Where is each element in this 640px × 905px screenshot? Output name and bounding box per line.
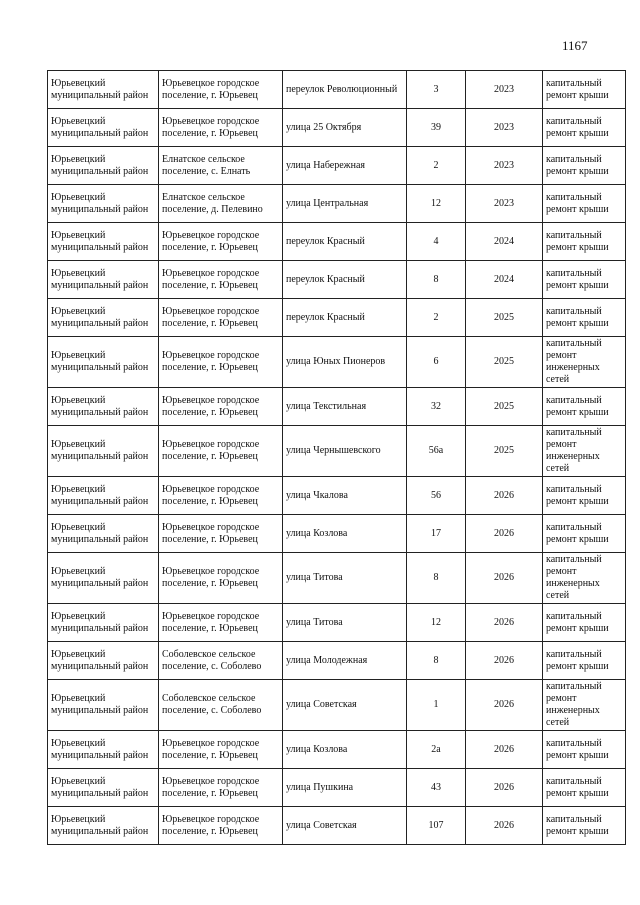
- house-number-cell: [407, 337, 466, 388]
- year-cell: [466, 426, 543, 477]
- settlement-cell: [159, 185, 283, 223]
- settlement-cell: [159, 642, 283, 680]
- table-row: [48, 71, 626, 109]
- year-cell: [466, 147, 543, 185]
- street-cell-text: улица 25 Октября: [286, 121, 362, 133]
- settlement-cell-text: Юрьевецкое городское поселение, г. Юрьевец: [162, 566, 260, 589]
- street-cell-text: переулок Красный: [286, 311, 365, 323]
- year-cell: [466, 388, 543, 426]
- house-number-cell-text: 2: [433, 159, 439, 171]
- street-cell-text: переулок Революционный: [286, 83, 398, 95]
- house-number-cell: [407, 604, 466, 642]
- year-cell: [466, 261, 543, 299]
- street-cell-text: улица Текстильная: [286, 400, 367, 412]
- district-cell-text: Юрьевецкий муниципальный район: [51, 267, 149, 291]
- house-number-cell: [407, 642, 466, 680]
- district-cell-text: Юрьевецкий муниципальный район: [51, 439, 149, 462]
- settlement-cell-text: Юрьевецкое городское поселение, г. Юрьевец: [162, 737, 260, 761]
- settlement-cell-text: Юрьевецкое городское поселение, г. Юрьевец: [162, 610, 260, 634]
- work-type-cell: [543, 71, 626, 109]
- house-number-cell: [407, 299, 466, 337]
- work-type-cell: [543, 604, 626, 642]
- district-cell: [48, 426, 159, 477]
- settlement-cell-text: Соболевское сельское поселение, с. Соболево: [162, 693, 262, 716]
- district-cell-text: Юрьевецкий муниципальный район: [51, 115, 149, 139]
- year-cell-text: 2025: [494, 445, 514, 456]
- street-cell-text: улица Чкалова: [286, 489, 348, 501]
- house-number-cell: [407, 731, 466, 769]
- work-type-cell-text: капитальный ремонт крыши: [546, 229, 609, 253]
- work-type-cell-text: капитальный ремонт крыши: [546, 115, 609, 139]
- year-cell-text: 2025: [494, 311, 514, 323]
- street-cell: [283, 553, 407, 604]
- district-cell: [48, 642, 159, 680]
- year-cell-text: 2023: [494, 197, 514, 209]
- table-row: [48, 337, 626, 388]
- work-type-cell: [543, 337, 626, 388]
- district-cell-text: Юрьевецкий муниципальный район: [51, 566, 149, 589]
- district-cell-text: Юрьевецкий муниципальный район: [51, 394, 149, 418]
- district-cell-text: Юрьевецкий муниципальный район: [51, 77, 149, 101]
- year-cell-text: 2024: [494, 273, 514, 285]
- page-number: 1167: [562, 38, 588, 53]
- work-type-cell-text: капитальный ремонт инженерных сетей: [546, 554, 602, 601]
- district-cell: [48, 185, 159, 223]
- settlement-cell-text: Юрьевецкое городское поселение, г. Юрьевец: [162, 813, 260, 837]
- district-cell: [48, 388, 159, 426]
- work-type-cell: [543, 388, 626, 426]
- table-row: [48, 642, 626, 680]
- year-cell: [466, 807, 543, 845]
- table-row: [48, 223, 626, 261]
- house-number-cell: [407, 477, 466, 515]
- work-type-cell-text: капитальный ремонт крыши: [546, 648, 609, 672]
- settlement-cell-text: Юрьевецкое городское поселение, г. Юрьевец: [162, 483, 260, 507]
- street-cell: [283, 769, 407, 807]
- house-number-cell-text: 43: [431, 781, 441, 793]
- work-type-cell: [543, 680, 626, 731]
- year-cell: [466, 477, 543, 515]
- district-cell-text: Юрьевецкий муниципальный район: [51, 610, 149, 634]
- house-number-cell-text: 3: [433, 83, 439, 95]
- street-cell: [283, 223, 407, 261]
- table-row: [48, 731, 626, 769]
- district-cell-text: Юрьевецкий муниципальный район: [51, 483, 149, 507]
- year-cell: [466, 299, 543, 337]
- house-number-cell: [407, 147, 466, 185]
- year-cell: [466, 109, 543, 147]
- work-type-cell-text: капитальный ремонт крыши: [546, 737, 609, 761]
- house-number-cell-text: 1: [433, 699, 439, 710]
- year-cell-text: 2026: [494, 819, 514, 831]
- table-row: [48, 261, 626, 299]
- district-cell: [48, 223, 159, 261]
- district-cell-text: Юрьевецкий муниципальный район: [51, 350, 149, 373]
- settlement-cell-text: Юрьевецкое городское поселение, г. Юрьевец: [162, 394, 260, 418]
- district-cell-text: Юрьевецкий муниципальный район: [51, 775, 149, 799]
- street-cell-text: переулок Красный: [286, 273, 365, 285]
- work-type-cell: [543, 553, 626, 604]
- settlement-cell-text: Юрьевецкое городское поселение, г. Юрьевец: [162, 229, 260, 253]
- year-cell: [466, 223, 543, 261]
- year-cell-text: 2026: [494, 489, 514, 501]
- table-row: [48, 147, 626, 185]
- house-number-cell-text: 6: [433, 356, 439, 367]
- work-type-cell-text: капитальный ремонт инженерных сетей: [546, 427, 602, 474]
- street-cell: [283, 426, 407, 477]
- settlement-cell-text: Юрьевецкое городское поселение, г. Юрьевец: [162, 267, 260, 291]
- house-number-cell-text: 12: [431, 197, 441, 209]
- district-cell-text: Юрьевецкий муниципальный район: [51, 229, 149, 253]
- settlement-cell: [159, 426, 283, 477]
- table-row: [48, 477, 626, 515]
- work-type-cell-text: капитальный ремонт инженерных сетей: [546, 681, 602, 728]
- street-cell: [283, 147, 407, 185]
- district-cell: [48, 680, 159, 731]
- work-type-cell: [543, 147, 626, 185]
- settlement-cell: [159, 553, 283, 604]
- house-number-cell-text: 32: [431, 400, 441, 412]
- settlement-cell: [159, 680, 283, 731]
- house-number-cell: [407, 71, 466, 109]
- year-cell-text: 2026: [494, 527, 514, 539]
- work-type-cell-text: капитальный ремонт крыши: [546, 267, 609, 291]
- house-number-cell: [407, 185, 466, 223]
- street-cell-text: улица Юных Пионеров: [286, 356, 386, 367]
- house-number-cell-text: 39: [431, 121, 441, 133]
- district-cell: [48, 109, 159, 147]
- settlement-cell-text: Юрьевецкое городское поселение, г. Юрьевец: [162, 305, 260, 329]
- table-row: [48, 553, 626, 604]
- year-cell-text: 2023: [494, 121, 514, 133]
- street-cell: [283, 109, 407, 147]
- year-cell: [466, 680, 543, 731]
- year-cell-text: 2026: [494, 616, 514, 628]
- settlement-cell: [159, 71, 283, 109]
- house-number-cell-text: 8: [433, 273, 439, 285]
- street-cell-text: улица Чернышевского: [286, 445, 381, 456]
- street-cell-text: улица Козлова: [286, 527, 348, 539]
- district-cell: [48, 769, 159, 807]
- house-number-cell-text: 12: [431, 616, 441, 628]
- district-cell-text: Юрьевецкий муниципальный район: [51, 305, 149, 329]
- street-cell: [283, 807, 407, 845]
- house-number-cell: [407, 769, 466, 807]
- table-row: [48, 299, 626, 337]
- year-cell: [466, 71, 543, 109]
- year-cell: [466, 553, 543, 604]
- street-cell-text: улица Советская: [286, 699, 357, 710]
- district-cell: [48, 261, 159, 299]
- street-cell: [283, 515, 407, 553]
- street-cell-text: улица Центральная: [286, 197, 369, 209]
- district-cell: [48, 477, 159, 515]
- district-cell: [48, 731, 159, 769]
- year-cell-text: 2023: [494, 83, 514, 95]
- work-type-cell: [543, 807, 626, 845]
- settlement-cell-text: Юрьевецкое городское поселение, г. Юрьевец: [162, 775, 260, 799]
- work-type-cell: [543, 477, 626, 515]
- district-cell: [48, 515, 159, 553]
- house-number-cell: [407, 388, 466, 426]
- district-cell: [48, 147, 159, 185]
- house-number-cell-text: 8: [433, 654, 439, 666]
- house-number-cell-text: 56а: [428, 445, 444, 456]
- settlement-cell: [159, 223, 283, 261]
- street-cell: [283, 477, 407, 515]
- work-type-cell-text: капитальный ремонт крыши: [546, 305, 609, 329]
- street-cell-text: улица Титова: [286, 572, 343, 583]
- work-type-cell-text: капитальный ремонт крыши: [546, 775, 609, 799]
- street-cell-text: улица Пушкина: [286, 781, 354, 793]
- district-cell: [48, 604, 159, 642]
- work-type-cell: [543, 426, 626, 477]
- year-cell: [466, 515, 543, 553]
- work-type-cell: [543, 109, 626, 147]
- year-cell: [466, 185, 543, 223]
- settlement-cell: [159, 515, 283, 553]
- house-number-cell-text: 17: [431, 527, 441, 539]
- district-cell-text: Юрьевецкий муниципальный район: [51, 521, 149, 545]
- house-number-cell-text: 2а: [431, 743, 441, 755]
- house-number-cell: [407, 553, 466, 604]
- year-cell: [466, 731, 543, 769]
- year-cell-text: 2025: [494, 356, 514, 367]
- work-type-cell-text: капитальный ремонт крыши: [546, 610, 609, 634]
- street-cell: [283, 731, 407, 769]
- settlement-cell: [159, 731, 283, 769]
- work-type-cell: [543, 769, 626, 807]
- street-cell: [283, 680, 407, 731]
- street-cell: [283, 185, 407, 223]
- settlement-cell-text: Елнатское сельское поселение, с. Елнать: [162, 153, 251, 177]
- year-cell: [466, 642, 543, 680]
- work-type-cell: [543, 299, 626, 337]
- house-number-cell: [407, 807, 466, 845]
- year-cell: [466, 337, 543, 388]
- house-number-cell: [407, 515, 466, 553]
- house-number-cell-text: 8: [433, 572, 439, 583]
- work-type-cell-text: капитальный ремонт крыши: [546, 77, 609, 101]
- work-type-cell: [543, 515, 626, 553]
- work-type-cell: [543, 185, 626, 223]
- street-cell: [283, 388, 407, 426]
- house-number-cell-text: 107: [428, 819, 444, 831]
- street-cell-text: переулок Красный: [286, 235, 365, 247]
- settlement-cell: [159, 769, 283, 807]
- settlement-cell-text: Юрьевецкое городское поселение, г. Юрьевец: [162, 350, 260, 373]
- district-cell: [48, 71, 159, 109]
- year-cell-text: 2024: [494, 235, 514, 247]
- table-row: [48, 426, 626, 477]
- settlement-cell: [159, 337, 283, 388]
- work-type-cell: [543, 731, 626, 769]
- street-cell-text: улица Советская: [286, 819, 357, 831]
- house-number-cell-text: 2: [433, 311, 439, 323]
- district-cell: [48, 299, 159, 337]
- settlement-cell: [159, 147, 283, 185]
- work-type-cell-text: капитальный ремонт инженерных сетей: [546, 338, 602, 385]
- table-body: [48, 71, 626, 845]
- year-cell: [466, 769, 543, 807]
- table-row: [48, 769, 626, 807]
- table-row: [48, 604, 626, 642]
- work-type-cell-text: капитальный ремонт крыши: [546, 813, 609, 837]
- house-number-cell: [407, 109, 466, 147]
- settlement-cell: [159, 604, 283, 642]
- settlement-cell: [159, 388, 283, 426]
- year-cell-text: 2025: [494, 400, 514, 412]
- street-cell-text: улица Титова: [286, 616, 343, 628]
- table-row: [48, 109, 626, 147]
- table-row: [48, 807, 626, 845]
- street-cell: [283, 604, 407, 642]
- settlement-cell: [159, 299, 283, 337]
- work-type-cell-text: капитальный ремонт крыши: [546, 191, 609, 215]
- street-cell-text: улица Молодежная: [286, 654, 368, 666]
- house-number-cell: [407, 680, 466, 731]
- year-cell-text: 2026: [494, 654, 514, 666]
- street-cell: [283, 71, 407, 109]
- year-cell-text: 2026: [494, 743, 514, 755]
- table-row: [48, 185, 626, 223]
- district-cell-text: Юрьевецкий муниципальный район: [51, 813, 149, 837]
- work-type-cell-text: капитальный ремонт крыши: [546, 521, 609, 545]
- street-cell-text: улица Набережная: [286, 159, 365, 171]
- table-row: [48, 515, 626, 553]
- house-number-cell: [407, 261, 466, 299]
- district-cell-text: Юрьевецкий муниципальный район: [51, 191, 149, 215]
- work-type-cell-text: капитальный ремонт крыши: [546, 394, 609, 418]
- district-cell: [48, 807, 159, 845]
- year-cell-text: 2026: [494, 572, 514, 583]
- work-type-cell: [543, 261, 626, 299]
- repair-registry-table: [47, 70, 626, 845]
- house-number-cell-text: 56: [431, 489, 441, 501]
- settlement-cell-text: Юрьевецкое городское поселение, г. Юрьевец: [162, 439, 260, 462]
- settlement-cell-text: Юрьевецкое городское поселение, г. Юрьевец: [162, 115, 260, 139]
- house-number-cell-text: 4: [433, 235, 439, 247]
- settlement-cell: [159, 807, 283, 845]
- table-row: [48, 680, 626, 731]
- district-cell: [48, 553, 159, 604]
- year-cell-text: 2026: [494, 699, 514, 710]
- house-number-cell: [407, 223, 466, 261]
- street-cell: [283, 337, 407, 388]
- house-number-cell: [407, 426, 466, 477]
- work-type-cell: [543, 223, 626, 261]
- work-type-cell-text: капитальный ремонт крыши: [546, 483, 609, 507]
- settlement-cell-text: Юрьевецкое городское поселение, г. Юрьевец: [162, 77, 260, 101]
- district-cell: [48, 337, 159, 388]
- district-cell-text: Юрьевецкий муниципальный район: [51, 648, 149, 672]
- street-cell: [283, 261, 407, 299]
- district-cell-text: Юрьевецкий муниципальный район: [51, 693, 149, 716]
- settlement-cell: [159, 261, 283, 299]
- street-cell-text: улица Козлова: [286, 743, 348, 755]
- settlement-cell-text: Соболевское сельское поселение, с. Соболево: [162, 648, 262, 672]
- work-type-cell-text: капитальный ремонт крыши: [546, 153, 609, 177]
- settlement-cell: [159, 109, 283, 147]
- street-cell: [283, 642, 407, 680]
- year-cell-text: 2023: [494, 159, 514, 171]
- settlement-cell-text: Елнатское сельское поселение, д. Пелевино: [162, 191, 263, 215]
- settlement-cell-text: Юрьевецкое городское поселение, г. Юрьевец: [162, 521, 260, 545]
- settlement-cell: [159, 477, 283, 515]
- table-row: [48, 388, 626, 426]
- year-cell-text: 2026: [494, 781, 514, 793]
- district-cell-text: Юрьевецкий муниципальный район: [51, 737, 149, 761]
- work-type-cell: [543, 642, 626, 680]
- district-cell-text: Юрьевецкий муниципальный район: [51, 153, 149, 177]
- street-cell: [283, 299, 407, 337]
- year-cell: [466, 604, 543, 642]
